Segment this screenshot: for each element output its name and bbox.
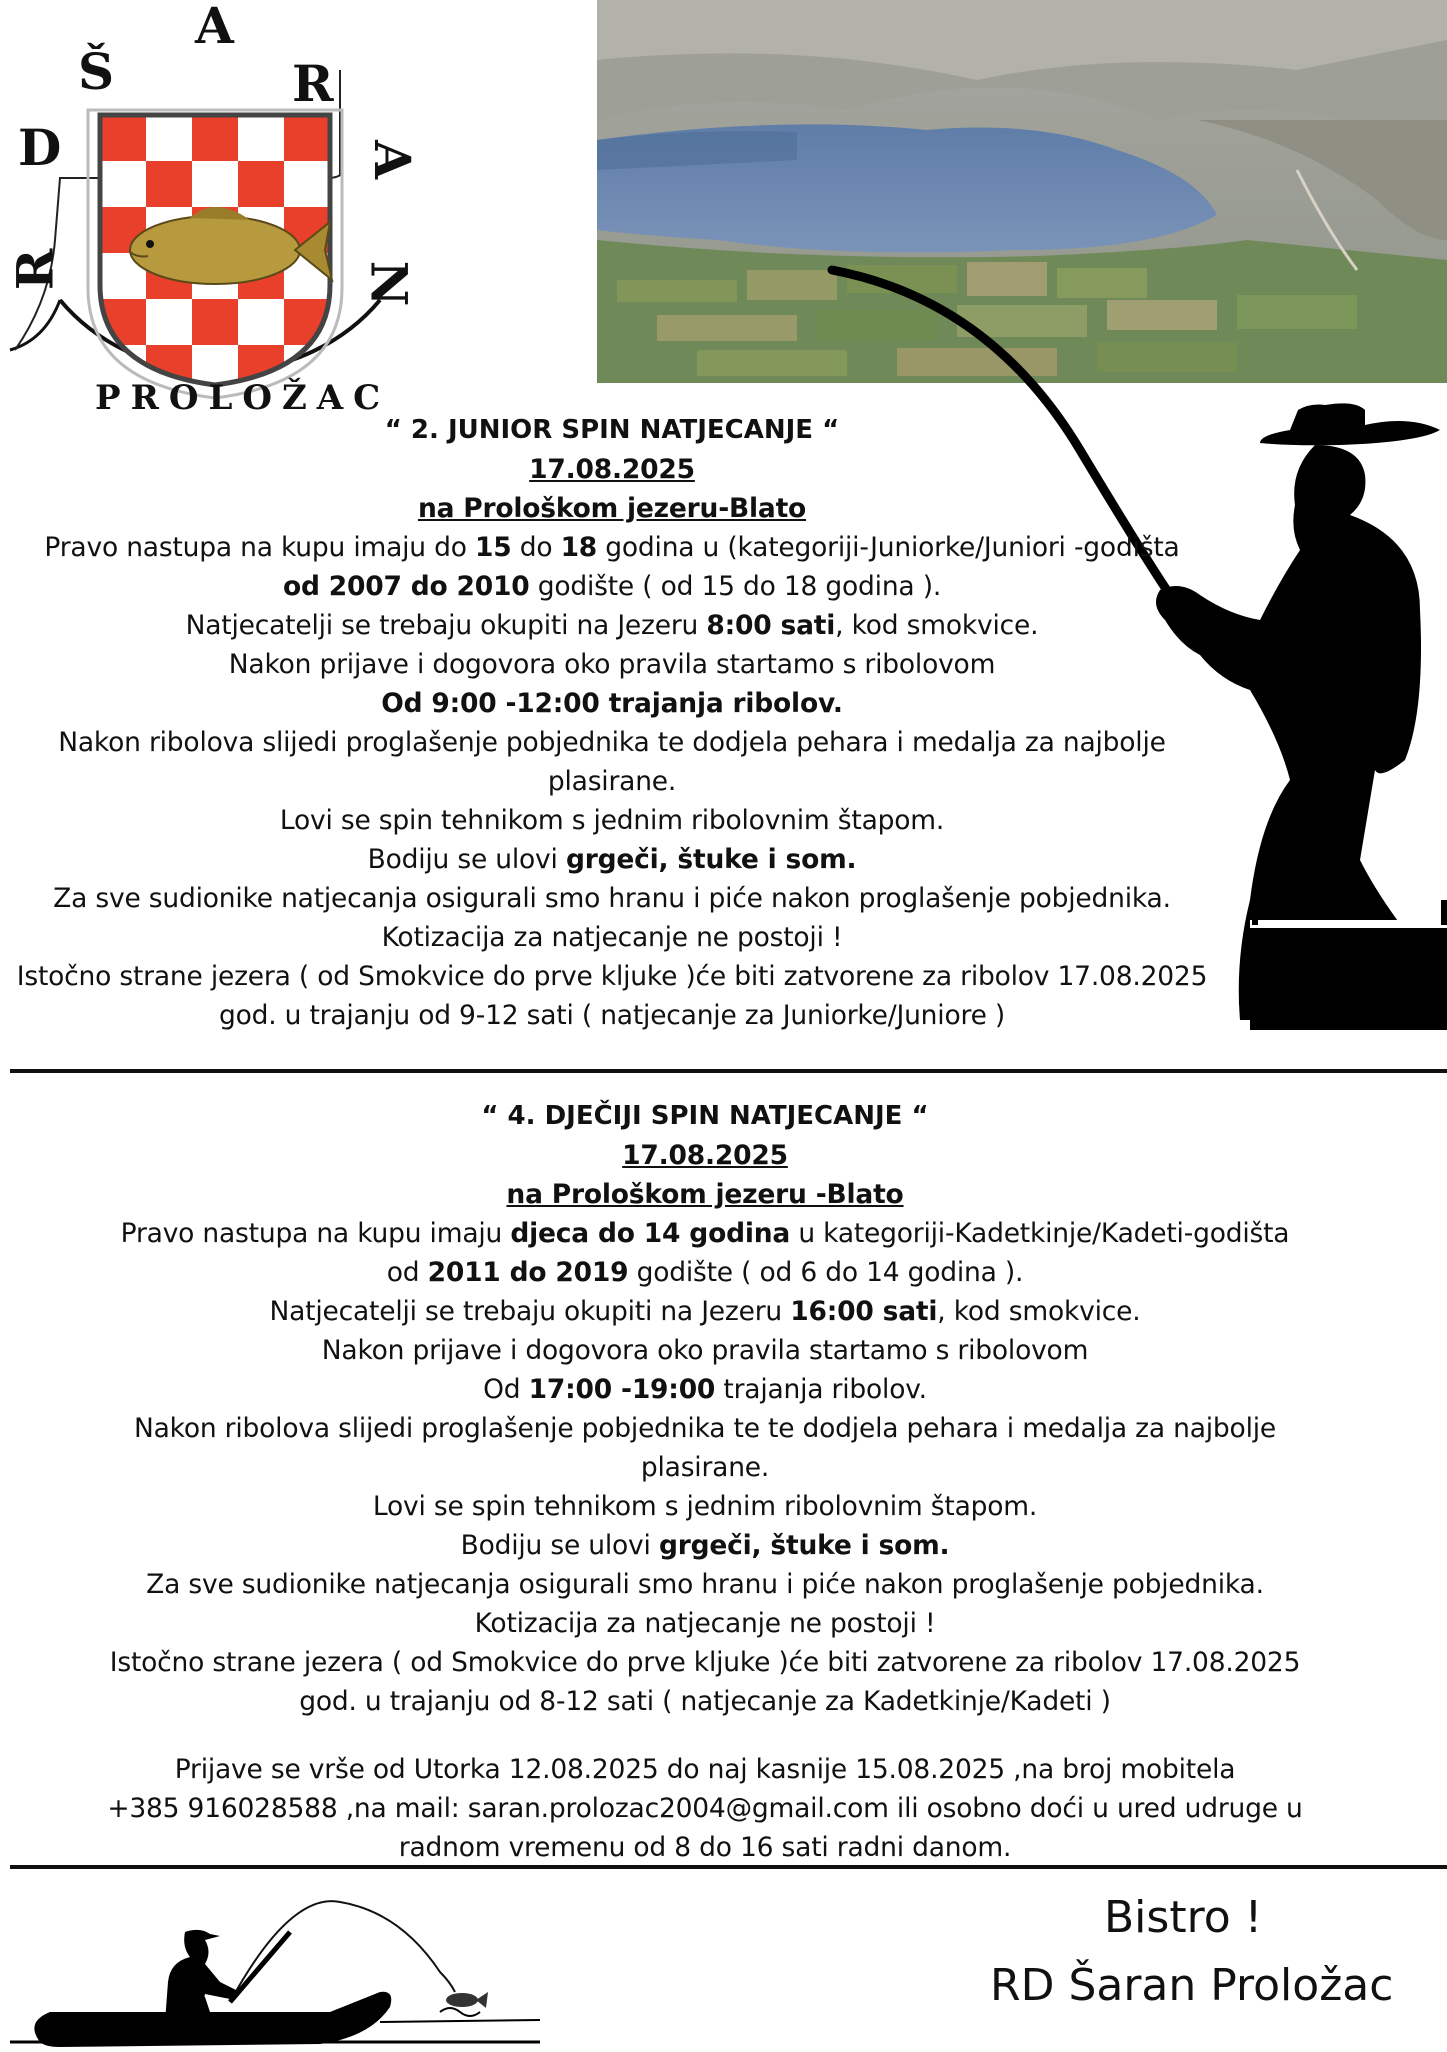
junior-scoring: Bodiju se ulovi grgeči, štuke i som. xyxy=(367,844,857,875)
kids-duration: Od 17:00 -19:00 trajanja ribolov. xyxy=(483,1374,927,1405)
kids-scoring: Bodiju se ulovi grgeči, štuke i som. xyxy=(460,1530,950,1561)
kids-gathering: Natjecatelji se trebaju okupiti na Jezeru 16:00 sati, kod smokvice. xyxy=(269,1296,1141,1327)
kids-location: na Prološkom jezeru -Blato xyxy=(506,1179,904,1210)
registration-dates: Prijave se vrše od Utorka 12.08.2025 do naj kasnije 15.08.2025 ,na broj mobitela xyxy=(174,1754,1236,1785)
junior-food: Za sve sudionike natjecanja osigurali smo hranu i piće nakon proglašenje pobjednika. xyxy=(53,883,1171,914)
footer-greeting: Bistro ! xyxy=(1104,1892,1263,1943)
kids-closure: Istočno strane jezera ( od Smokvice do prve kljuke )će biti zatvorene za ribolov 17.08.2025 xyxy=(109,1647,1301,1678)
junior-closure-cont: god. u trajanju od 9-12 sati ( natjecanje za Juniorke/Juniore ) xyxy=(218,1000,1006,1031)
junior-section xyxy=(0,410,1224,1035)
boat-fisherman-silhouette xyxy=(0,1872,560,2048)
registration-section xyxy=(0,1750,1410,1867)
logo-letters: A Š R D A R N xyxy=(5,0,422,307)
junior-title: “ 2. JUNIOR SPIN NATJECANJE “ xyxy=(384,415,840,445)
kids-awards: Nakon ribolova slijedi proglašenje pobjednika te te dodjela pehara i medalja za najbolje xyxy=(133,1413,1276,1444)
junior-fee: Kotizacija za natjecanje ne postoji ! xyxy=(381,922,843,953)
kids-food: Za sve sudionike natjecanja osigurali smo hranu i piće nakon proglašenje pobjednika. xyxy=(146,1569,1264,1600)
kids-awards-cont: plasirane. xyxy=(640,1452,770,1483)
junior-gathering: Natjecatelji se trebaju okupiti na Jezeru 8:00 sati, kod smokvice. xyxy=(185,610,1039,641)
kids-birth-years: od 2011 do 2019 godište ( od 6 do 14 godina ). xyxy=(386,1257,1024,1288)
junior-location: na Prološkom jezeru-Blato xyxy=(417,493,807,524)
registration-contact: +385 916028588 ,na mail: saran.prolozac2004@gmail.com ili osobno doći u ured udruge u xyxy=(107,1793,1303,1824)
kids-section xyxy=(0,1096,1410,1721)
kids-fee: Kotizacija za natjecanje ne postoji ! xyxy=(474,1608,936,1639)
junior-awards: Nakon ribolova slijedi proglašenje pobjednika te dodjela pehara i medalja za najbolje xyxy=(58,727,1166,758)
divider-top xyxy=(10,1069,1447,1073)
divider-bottom xyxy=(10,1865,1447,1869)
junior-date: 17.08.2025 xyxy=(529,454,695,485)
junior-awards-cont: plasirane. xyxy=(547,766,677,797)
junior-closure: Istočno strane jezera ( od Smokvice do prve kljuke )će biti zatvorene za ribolov 17.08.2025 xyxy=(16,961,1208,992)
kids-title: “ 4. DJEČIJI SPIN NATJECANJE “ xyxy=(481,1101,929,1131)
kids-date: 17.08.2025 xyxy=(622,1140,788,1171)
small-fish-icon xyxy=(440,1992,488,2016)
logo-ring-text: PROLOŽAC xyxy=(95,378,391,418)
club-logo xyxy=(0,0,420,445)
registration-hours: radnom vremenu od 8 do 16 sati radni danom. xyxy=(398,1832,1012,1863)
junior-start: Nakon prijave i dogovora oko pravila startamo s ribolovom xyxy=(228,649,996,680)
kids-closure-cont: god. u trajanju od 8-12 sati ( natjecanje za Kadetkinje/Kadeti ) xyxy=(299,1686,1111,1717)
kids-start: Nakon prijave i dogovora oko pravila startamo s ribolovom xyxy=(321,1335,1089,1366)
kids-technique: Lovi se spin tehnikom s jednim ribolovnim štapom. xyxy=(372,1491,1038,1522)
junior-duration: Od 9:00 -12:00 trajanja ribolov. xyxy=(381,688,843,719)
footer-org: RD Šaran Proložac xyxy=(990,1960,1394,2011)
kids-eligibility: Pravo nastupa na kupu imaju djeca do 14 godina u kategoriji-Kadetkinje/Kadeti-godišta xyxy=(120,1218,1290,1249)
junior-technique: Lovi se spin tehnikom s jednim ribolovnim štapom. xyxy=(279,805,945,836)
junior-birth-years: od 2007 do 2010 godište ( od 15 do 18 godina ). xyxy=(282,571,942,602)
junior-eligibility: Pravo nastupa na kupu imaju do 15 do 18 godina u (kategoriji-Juniorke/Juniori -godišta xyxy=(44,532,1180,563)
